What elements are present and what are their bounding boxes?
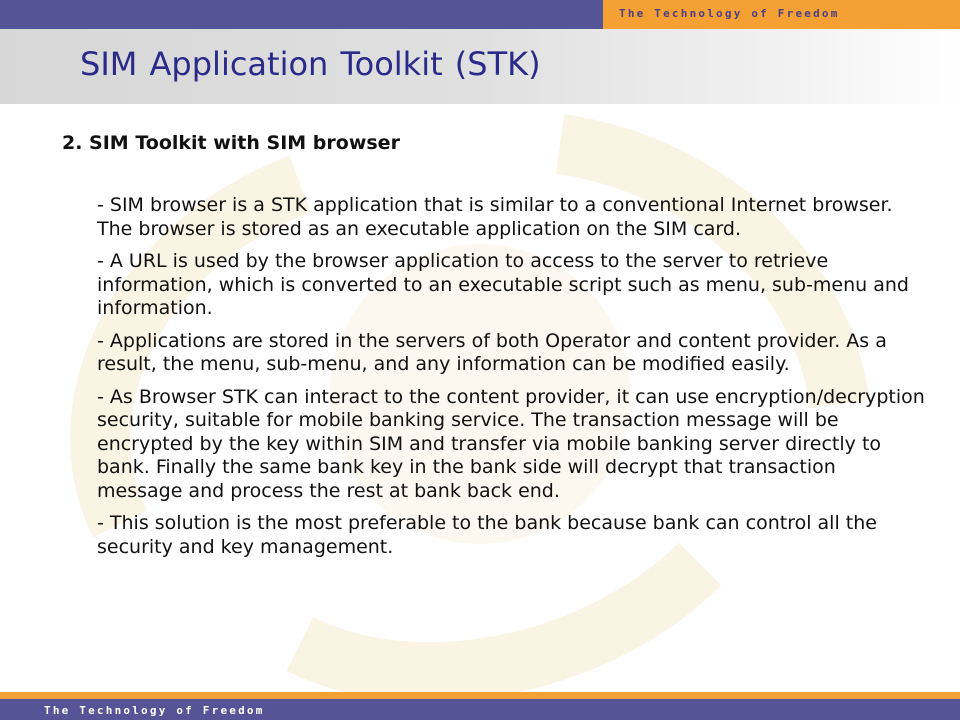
top-banner bbox=[0, 0, 960, 29]
bullet-item: - This solution is the most preferable to the bank because bank can control all the security and key management. bbox=[97, 512, 877, 558]
header-tagline: The Technology of Freedom bbox=[619, 7, 840, 20]
bullet-item: - A URL is used by the browser application to access to the server to retrieve information, which is converted to an executable script such as menu, sub-menu and information. bbox=[97, 250, 909, 319]
bullet-item: - SIM browser is a STK application that is similar to a conventional Internet browser. The browser is stored as an executable application on the SIM card. bbox=[97, 194, 893, 240]
top-banner-purple-block bbox=[0, 0, 603, 29]
slide-title: SIM Application Toolkit (STK) bbox=[80, 45, 541, 83]
bullet-item: - Applications are stored in the servers of both Operator and content provider. As a result, the menu, sub-menu, and any information can be modified easily. bbox=[97, 329, 887, 375]
footer-tagline: The Technology of Freedom bbox=[44, 704, 265, 717]
bottom-banner-orange-strip bbox=[0, 692, 960, 699]
slide-content bbox=[0, 104, 960, 692]
top-banner-orange-block bbox=[603, 0, 960, 29]
bullet-item: - As Browser STK can interact to the content provider, it can use encryption/decryption security, suitable for mobile banking service. The transaction message will be encrypted by the key within SIM and transfer via mobile banking server directly to bank. Finally the same bank key in the bank side will decrypt that transaction message and process the rest at bank back end. bbox=[97, 385, 925, 502]
bullet-list bbox=[97, 194, 927, 568]
bottom-banner bbox=[0, 692, 960, 720]
bottom-banner-purple-block bbox=[0, 699, 960, 720]
title-band bbox=[0, 29, 960, 104]
section-subheading: 2. SIM Toolkit with SIM browser bbox=[62, 132, 400, 154]
